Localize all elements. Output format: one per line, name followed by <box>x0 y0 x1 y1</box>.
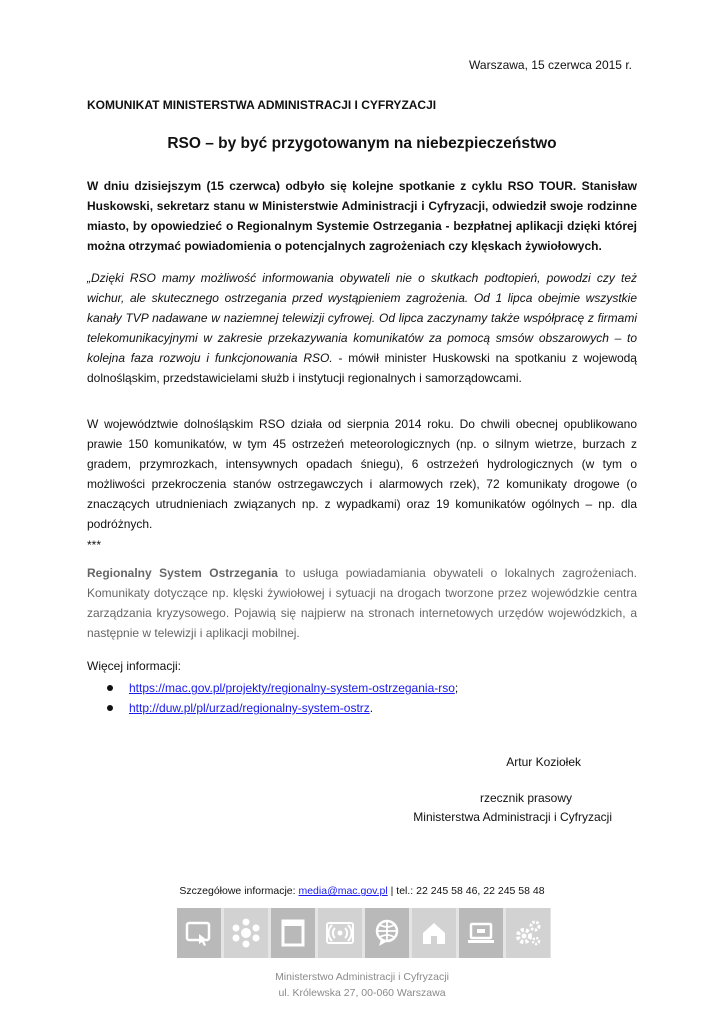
gears-icon <box>506 908 550 958</box>
mac-rso-link[interactable]: https://mac.gov.pl/projekty/regionalny-system-ostrzegania-rso <box>129 681 455 695</box>
contact-line <box>0 885 724 897</box>
bullet-icon <box>107 685 113 691</box>
footer-address: ul. Królewska 27, 00-060 Warszawa <box>278 987 446 999</box>
section-separator: *** <box>87 538 102 552</box>
quote-italic-text: „Dzięki RSO mamy możliwość informowania obywateli nie o skutkach podtopień, powodzi czy też wichur, ale skutecznego ostrzegania przed wystąpieniem zagrożenia. Od 1 lipca obejmie wszystkie kanały TVP nadawane w naziemnej telewizji cyfrowej. Od lipca zaczynamy także współpracę z firmami telekomunikacyjnymi w zakresie przekazywania komunikatów za pomocą smsów obszarowych – to kolejna faza rozwoju i funkcjonowania RSO. <box>87 271 637 365</box>
duw-rso-link[interactable]: http://duw.pl/pl/urzad/regionalny-system-ostrz <box>129 701 370 715</box>
quote-paragraph <box>87 268 637 388</box>
list-item <box>107 698 458 718</box>
network-dots-icon <box>224 908 268 958</box>
document-frame-icon <box>271 908 315 958</box>
lead-paragraph: W dniu dzisiejszym (15 czerwca) odbyło się kolejne spotkanie z cyklu RSO TOUR. Stanisław Huskowski, sekretarz stanu w Ministerstwie Administracji i Cyfryzacji, odwiedził swoje rodzinne miasto, by opowiedzieć o Regionalnym Systemie Ostrzegania - bezpłatnej aplikacji dzięki której można otrzymać powiadomienia o potencjalnych zagrożeniach czy klęskach żywiołowych. <box>87 179 637 253</box>
link-suffix: ; <box>454 681 459 695</box>
contact-email-link[interactable]: media@mac.gov.pl <box>298 885 388 897</box>
list-item <box>107 678 458 698</box>
wireless-signal-icon <box>318 908 362 958</box>
footer-ministry-name: Ministerstwo Administracji i Cyfryzacji <box>275 971 449 983</box>
rso-name: Regionalny System Ostrzegania <box>87 566 278 580</box>
ministry-icon-banner <box>177 908 551 958</box>
link-suffix: . <box>369 701 374 715</box>
contact-label: Szczegółowe informacje: <box>179 885 299 897</box>
tablet-touch-icon <box>177 908 221 958</box>
globe-chat-icon <box>365 908 409 958</box>
release-title: KOMUNIKAT MINISTERSTWA ADMINISTRACJI I CYFRYZACJI <box>87 98 437 112</box>
laptop-icon <box>459 908 503 958</box>
signer-role: rzecznik prasowy <box>479 791 572 805</box>
rso-description-paragraph <box>87 563 637 643</box>
more-info-label: Więcej informacji: <box>87 659 182 673</box>
signer-name: Artur Koziołek <box>506 755 581 769</box>
release-subtitle: RSO – by być przygotowanym na niebezpieczeństwo <box>167 135 557 152</box>
rso-description-text: to usługa powiadamiania obywateli o lokalnych zagrożeniach. Komunikaty dotyczące np. klęski żywiołowej i sytuacji na drogach tworzone przez wojewódzkie centra zarządzania kryzysowego. Pojawią się najpierw na stronach internetowych urzędów wojewódzkich, a następnie w telewizji i aplikacji mobilnej. <box>87 566 637 640</box>
contact-phone: | tel.: 22 245 58 46, 22 245 58 48 <box>387 885 545 897</box>
links-list <box>107 678 458 718</box>
bullet-icon <box>107 705 113 711</box>
signer-ministry: Ministerstwa Administracji i Cyfryzacji <box>413 810 612 824</box>
quote-attribution: - mówił minister Huskowski na spotkaniu z wojewodą dolnośląskim, przedstawicielami służb i instytucji regionalnych i samorządowcami. <box>87 351 637 385</box>
release-date: Warszawa, 15 czerwca 2015 r. <box>469 58 632 72</box>
house-icon <box>412 908 456 958</box>
statistics-paragraph: W województwie dolnośląskim RSO działa od sierpnia 2014 roku. Do chwili obecnej opublikowano prawie 150 komunikatów, w tym 45 ostrzeżeń meteorologicznych (np. o silnym wietrze, burzach z gradem, przymrozkach, intensywnych opadach śniegu), 6 ostrzeżeń hydrologicznych (w tym o możliwości przekroczenia stanów ostrzegawczych i alarmowych rzek), 72 komunikaty drogowe (o znaczących utrudnieniach związanych np. z wypadkami) oraz 19 komunikatów ogólnych – np. dla podróżnych. <box>87 417 637 531</box>
